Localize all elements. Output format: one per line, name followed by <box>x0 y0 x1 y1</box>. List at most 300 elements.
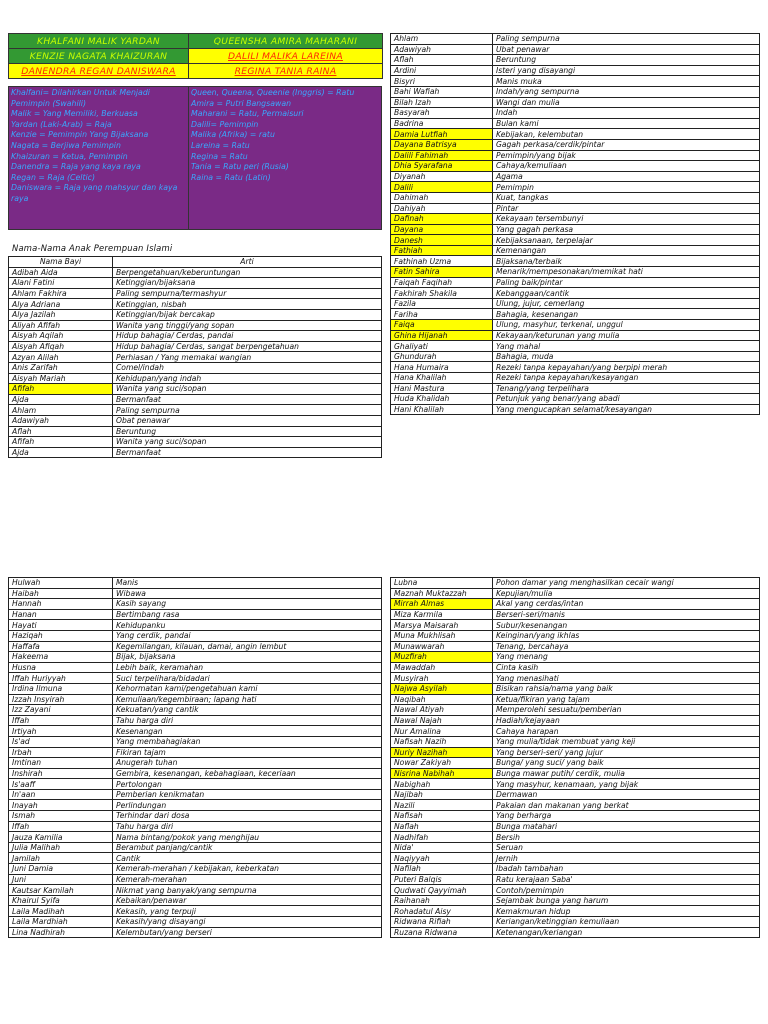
table-row <box>391 895 760 906</box>
meaning-cell: Yang menasihati <box>493 673 760 684</box>
name-cell: Aisyah Afiqah <box>9 341 113 352</box>
name-cell: Fazila <box>391 298 493 309</box>
name-cell: Dahiyah <box>391 203 493 214</box>
name-cell: Maznah Muktazzah <box>391 588 493 599</box>
table-row <box>9 641 382 652</box>
name-cell: Bahi Wafiah <box>391 86 493 97</box>
meaning-cell: Wangi dan mulia <box>493 97 760 108</box>
table-row <box>391 811 760 822</box>
table-row <box>9 917 382 928</box>
meaning-cell: Anugerah tuhan <box>113 758 382 769</box>
name-cell: Adibah Aida <box>9 267 113 278</box>
meaning-cell: Pemimpin <box>493 182 760 193</box>
name-cell: Qudwati Qayyimah <box>391 885 493 896</box>
name-cell: Iffah Huriyyah <box>9 673 113 684</box>
meaning-cell: Pakaian dan makanan yang berkat <box>493 800 760 811</box>
name-cell: Hanan <box>9 609 113 620</box>
meaning-cell: Kehidupanku <box>113 620 382 631</box>
table-row <box>9 588 382 599</box>
table-row <box>391 705 760 716</box>
name-cell: Hannah <box>9 599 113 610</box>
name-cell: Iffah <box>9 715 113 726</box>
name-cell: Haibah <box>9 588 113 599</box>
name-cell: Nawal Najah <box>391 715 493 726</box>
meaning-cell: Memperolehi sesuatu/pemberian <box>493 705 760 716</box>
meaning-cell: Contoh/pemimpin <box>493 885 760 896</box>
name-cell: Ghina Hijanah <box>391 330 493 341</box>
meaning-cell: Hadiah/kejayaan <box>493 715 760 726</box>
name-cell: Fatin Sahira <box>391 267 493 278</box>
table-row <box>391 256 760 267</box>
name-cell: Hayati <box>9 620 113 631</box>
table-row <box>9 885 382 896</box>
name-cell: Basyarah <box>391 108 493 119</box>
meaning-cell: Perhiasan / Yang memakai wangian <box>113 352 382 363</box>
meaning-line: Dalili= Pemimpin <box>191 119 259 129</box>
table-row <box>391 694 760 705</box>
meaning-cell: Ratu kerajaan Saba' <box>493 874 760 885</box>
table-row <box>391 821 760 832</box>
name-cell: Nawal Atiyah <box>391 705 493 716</box>
names-table-c <box>8 577 382 938</box>
table-row <box>391 599 760 610</box>
table-row <box>391 351 760 362</box>
name-cell: Aflah <box>9 426 113 437</box>
meaning-cell: Jernih <box>493 853 760 864</box>
name-cell: Najwa Asyilah <box>391 683 493 694</box>
meaning-cell: Paling baik/pintar <box>493 277 760 288</box>
table-row <box>391 55 760 66</box>
table-row <box>391 620 760 631</box>
name-cell: Hakeema <box>9 652 113 663</box>
name-cell: Nazili <box>391 800 493 811</box>
name-cell: Adawiyah <box>391 44 493 55</box>
name-cell: Ahlam <box>9 405 113 416</box>
meaning-cell: Bahagia, muda <box>493 351 760 362</box>
table-row <box>9 352 382 363</box>
meanings-left-column <box>11 88 189 205</box>
table-row <box>9 789 382 800</box>
name-cell: Juni <box>9 874 113 885</box>
table-row <box>391 404 760 415</box>
table-row <box>9 320 382 331</box>
table-row <box>9 673 382 684</box>
table-row <box>9 384 382 395</box>
name-cell: Nafisah Nazih <box>391 736 493 747</box>
meaning-cell: Terhindar dari dosa <box>113 811 382 822</box>
meaning-cell: Bermanfaat <box>113 447 382 458</box>
meaning-cell: Cantik <box>113 853 382 864</box>
table-row <box>391 736 760 747</box>
table-row <box>9 736 382 747</box>
meaning-line: Nagata = Berjiwa Pemimpin <box>11 140 121 150</box>
table-row <box>391 630 760 641</box>
table-row <box>9 426 382 437</box>
name-cell: Najibah <box>391 789 493 800</box>
name-cell: Juni Damia <box>9 864 113 875</box>
meaning-cell: Wibawa <box>113 588 382 599</box>
table-row <box>9 705 382 716</box>
meaning-cell: Kekasih/yang disayangi <box>113 917 382 928</box>
name-cell: Damia Lutfiah <box>391 129 493 140</box>
meaning-line: Amira = Putri Bangsawan <box>191 98 292 108</box>
meaning-cell: Bersih <box>493 832 760 843</box>
meaning-cell: Kemerah-merahan / kebijakan, keberkatan <box>113 864 382 875</box>
meaning-cell: Bijaksana/terbaik <box>493 256 760 267</box>
name-cell: Jauza Kamilia <box>9 832 113 843</box>
table-row <box>9 842 382 853</box>
name-cell: Faiqa <box>391 320 493 331</box>
meaning-cell: Isteri yang disayangi <box>493 65 760 76</box>
name-cell: Nafilah <box>391 864 493 875</box>
name-cell: Hulwah <box>9 578 113 589</box>
meaning-cell: Wanita yang suci/sopan <box>113 437 382 448</box>
meaning-cell: Nikmat yang banyak/yang sempurna <box>113 885 382 896</box>
name-cell: Aisyah Aqilah <box>9 331 113 342</box>
name-cell: Alya Adriana <box>9 299 113 310</box>
name-cell: Fathinah Uzma <box>391 256 493 267</box>
table-row <box>9 906 382 917</box>
name-cell: Azyan Alilah <box>9 352 113 363</box>
table-row <box>9 821 382 832</box>
name-cell: Dalili Fahimah <box>391 150 493 161</box>
name-grid-cell: KHALFANI MALIK YARDAN <box>9 34 189 49</box>
table-row <box>9 768 382 779</box>
name-cell: Husna <box>9 662 113 673</box>
table-row <box>391 65 760 76</box>
meaning-line: Kenzie = Pemimpin Yang Bijaksana <box>11 130 149 140</box>
meaning-cell: Berambut panjang/cantik <box>113 842 382 853</box>
table-row <box>391 758 760 769</box>
meaning-cell: Kebanggaan/cantik <box>493 288 760 299</box>
meaning-cell: Indah/yang sempurna <box>493 86 760 97</box>
name-cell: Dalili <box>391 182 493 193</box>
meaning-cell: Yang membahagiakan <box>113 736 382 747</box>
name-grid-cell: DALILI MALIKA LAREINA <box>189 49 383 64</box>
meaning-cell: Fikiran tajam <box>113 747 382 758</box>
meaning-cell: Ibadah tambahan <box>493 864 760 875</box>
meaning-cell: Paling sempurna/termashyur <box>113 288 382 299</box>
name-cell: Aliyah Afifah <box>9 320 113 331</box>
name-cell: Danesh <box>391 235 493 246</box>
table-row <box>9 927 382 938</box>
name-cell: Rohadatul Aisy <box>391 906 493 917</box>
meaning-line: Malik = Yang Memiliki, Berkuasa <box>11 109 138 119</box>
table-row <box>391 874 760 885</box>
meaning-cell: Ketenangan/keriangan <box>493 927 760 938</box>
meaning-cell: Seruan <box>493 842 760 853</box>
table-row <box>9 437 382 448</box>
name-cell: Dahimah <box>391 192 493 203</box>
table-row <box>391 715 760 726</box>
table-row <box>9 394 382 405</box>
meaning-cell: Petunjuk yang benar/yang abadi <box>493 394 760 405</box>
meaning-line: Regan = Raja (Celtic) <box>11 172 95 182</box>
meaning-cell: Berseri-seri/manis <box>493 609 760 620</box>
table-row <box>391 277 760 288</box>
name-grid-cell: DANENDRA REGAN DANISWARA <box>9 64 189 79</box>
table-row <box>391 726 760 737</box>
table-row <box>391 800 760 811</box>
table-row <box>9 609 382 620</box>
meaning-cell: Manis <box>113 578 382 589</box>
meaning-cell: Kekasih, yang terpuji <box>113 906 382 917</box>
meaning-cell: Suci terpelihara/bidadari <box>113 673 382 684</box>
name-cell: Aisyah Mariah <box>9 373 113 384</box>
name-cell: Mawaddah <box>391 662 493 673</box>
name-cell: Ajda <box>9 394 113 405</box>
table-row <box>9 715 382 726</box>
meaning-cell: Bijak, bijaksana <box>113 652 382 663</box>
meaning-cell: Yang menang <box>493 652 760 663</box>
table-row <box>9 331 382 342</box>
name-cell: Julia Malihah <box>9 842 113 853</box>
meaning-cell: Beruntung <box>113 426 382 437</box>
meaning-cell: Ketinggian/bijaksana <box>113 278 382 289</box>
meaning-line: Malika (Afrika) = ratu <box>191 130 275 140</box>
name-cell: Afifah <box>9 384 113 395</box>
table-row <box>391 853 760 864</box>
name-cell: Lubna <box>391 578 493 589</box>
table-row <box>9 779 382 790</box>
name-cell: Dayana <box>391 224 493 235</box>
table-row <box>9 662 382 673</box>
meaning-cell: Kemuliaan/kegembiraan; lapang hati <box>113 694 382 705</box>
name-cell: Ajda <box>9 447 113 458</box>
meaning-cell: Agama <box>493 171 760 182</box>
table-row <box>9 373 382 384</box>
name-cell: Huda Khalidah <box>391 394 493 405</box>
meaning-cell: Subur/kesenangan <box>493 620 760 631</box>
meaning-line: Danendra = Raja yang kaya raya <box>11 162 141 172</box>
meaning-cell: Pertolongan <box>113 779 382 790</box>
table-row <box>391 86 760 97</box>
meaning-cell: Yang mengucapkan selamat/kesayangan <box>493 404 760 415</box>
name-cell: Munawwarah <box>391 641 493 652</box>
name-cell: Is'aaff <box>9 779 113 790</box>
meaning-cell: Tenang, bercahaya <box>493 641 760 652</box>
name-cell: Nur Amalina <box>391 726 493 737</box>
table-row <box>9 694 382 705</box>
name-cell: Bisyri <box>391 76 493 87</box>
meaning-cell: Kebijakan, kelembutan <box>493 129 760 140</box>
name-cell: Inshirah <box>9 768 113 779</box>
table-row <box>391 118 760 129</box>
meaning-cell: Yang masyhur, kenamaan, yang bijak <box>493 779 760 790</box>
meaning-cell: Keinginan/yang ikhlas <box>493 630 760 641</box>
name-cell: Irtiyah <box>9 726 113 737</box>
table-row <box>391 683 760 694</box>
table-row <box>391 789 760 800</box>
name-cell: Marsya Maisarah <box>391 620 493 631</box>
meaning-cell: Bermanfaat <box>113 394 382 405</box>
name-cell: Nafisah <box>391 811 493 822</box>
table-row <box>391 330 760 341</box>
name-cell: Naqiyyah <box>391 853 493 864</box>
table-row <box>9 415 382 426</box>
name-cell: Fariha <box>391 309 493 320</box>
table-row <box>9 800 382 811</box>
name-grid-row <box>9 34 383 49</box>
name-cell: Dafinah <box>391 214 493 225</box>
table-row <box>391 288 760 299</box>
meaning-cell: Pintar <box>493 203 760 214</box>
name-cell: Naflah <box>391 821 493 832</box>
meaning-cell: Paling sempurna <box>493 34 760 45</box>
meaning-cell: Hidup bahagia/ Cerdas, sangat berpengetahuan <box>113 341 382 352</box>
table-row <box>9 299 382 310</box>
meaning-cell: Bisikan rahsia/nama yang baik <box>493 683 760 694</box>
meaning-cell: Lebih baik, keramahan <box>113 662 382 673</box>
table-row <box>391 34 760 45</box>
table-row <box>391 747 760 758</box>
table-row <box>391 245 760 256</box>
meaning-cell: Bunga/ yang suci/ yang baik <box>493 758 760 769</box>
meaning-cell: Sejambak bunga yang harum <box>493 895 760 906</box>
name-cell: Irbah <box>9 747 113 758</box>
table-row <box>391 768 760 779</box>
name-cell: Fakhirah Shakila <box>391 288 493 299</box>
meaning-cell: Kemakmuran hidup <box>493 906 760 917</box>
table-row <box>391 927 760 938</box>
name-cell: Ghaliyati <box>391 341 493 352</box>
meaning-cell: Tahu harga diri <box>113 821 382 832</box>
meaning-cell: Tahu harga diri <box>113 715 382 726</box>
name-cell: Izzah Insyirah <box>9 694 113 705</box>
table-row <box>391 578 760 589</box>
meaning-cell: Ubat penawar <box>493 44 760 55</box>
meaning-cell: Obat penawar <box>113 415 382 426</box>
meaning-cell: Kepujian/mulia <box>493 588 760 599</box>
name-cell: Nowar Zakiyah <box>391 758 493 769</box>
name-cell: Dayana Batrisya <box>391 139 493 150</box>
table-row <box>391 609 760 620</box>
meaning-line: Maharani = Ratu, Permaisuri <box>191 109 304 119</box>
name-cell: Haffafa <box>9 641 113 652</box>
meaning-cell: Menarik/mempesonakan/memikat hati <box>493 267 760 278</box>
name-cell: Ruzana Ridwana <box>391 927 493 938</box>
meaning-cell: Rezeki tanpa kepayahan/kesayangan <box>493 373 760 384</box>
table-row <box>391 298 760 309</box>
meaning-cell: Kebaikan/penawar <box>113 895 382 906</box>
name-cell: Hani Khalilah <box>391 404 493 415</box>
meaning-cell: Bunga mawar putih/ cerdik, mulia <box>493 768 760 779</box>
meaning-line: Lareina = Ratu <box>191 140 250 150</box>
name-cell: Alya Jazilah <box>9 309 113 320</box>
meaning-cell: Pohon damar yang menghasilkan cecair wangi <box>493 578 760 589</box>
meaning-line: Raina = Ratu (Latin) <box>191 172 271 182</box>
table-row <box>391 885 760 896</box>
name-cell: Ismah <box>9 811 113 822</box>
meaning-cell: Kehormatan kami/pengetahuan kami <box>113 683 382 694</box>
table-row <box>391 214 760 225</box>
table-row <box>391 341 760 352</box>
name-cell: Dhia Syarafana <box>391 161 493 172</box>
table-row <box>9 267 382 278</box>
meaning-cell: Hidup bahagia/ Cerdas, pandai <box>113 331 382 342</box>
meaning-cell: Ketua/fikiran yang tajam <box>493 694 760 705</box>
meaning-cell: Paling sempurna <box>113 405 382 416</box>
meaning-cell: Wanita yang suci/sopan <box>113 384 382 395</box>
meaning-cell: Indah <box>493 108 760 119</box>
table-row <box>9 405 382 416</box>
meaning-cell: Kelembutan/yang berseri <box>113 927 382 938</box>
table-row <box>9 362 382 373</box>
meaning-cell: Dermawan <box>493 789 760 800</box>
name-cell: Imtinan <box>9 758 113 769</box>
table-row <box>391 652 760 663</box>
header-nama-bayi: Nama Bayi <box>9 257 113 268</box>
table-row <box>391 161 760 172</box>
name-cell: Haziqah <box>9 630 113 641</box>
name-grid-cell: KENZIE NAGATA KHAIZURAN <box>9 49 189 64</box>
meaning-line: Yardan (Laki-Arab) = Raja <box>11 119 112 129</box>
name-cell: Laila Madihah <box>9 906 113 917</box>
table-row <box>9 874 382 885</box>
meaning-cell: Kekuatan/yang cantik <box>113 705 382 716</box>
table-row <box>9 278 382 289</box>
meaning-cell: Manis muka <box>493 76 760 87</box>
name-cell: Puteri Balqis <box>391 874 493 885</box>
meaning-cell: Rezeki tanpa kepayahan/yang berpipi merah <box>493 362 760 373</box>
name-cell: Is'ad <box>9 736 113 747</box>
meaning-cell: Yang mahal <box>493 341 760 352</box>
meaning-cell: Bahagia, kesenangan <box>493 309 760 320</box>
meaning-cell: Cinta kasih <box>493 662 760 673</box>
table-row <box>391 150 760 161</box>
table-row <box>9 599 382 610</box>
name-cell: Muzfirah <box>391 652 493 663</box>
meaning-cell: Yang mulia/tidak membuat yang keji <box>493 736 760 747</box>
names-table-b <box>390 33 760 415</box>
table-row <box>391 373 760 384</box>
name-cell: Fathiah <box>391 245 493 256</box>
table-row <box>9 895 382 906</box>
meaning-cell: Berpengetahuan/keberuntungan <box>113 267 382 278</box>
table-row <box>391 97 760 108</box>
name-cell: Inayah <box>9 800 113 811</box>
meaning-line: Queen, Queena, Queenie (Inggris) = Ratu <box>191 88 355 97</box>
name-grid-row <box>9 64 383 79</box>
meaning-cell: Perlindungan <box>113 800 382 811</box>
name-cell: Diyanah <box>391 171 493 182</box>
table-row <box>391 203 760 214</box>
table-row <box>391 906 760 917</box>
table-row <box>9 864 382 875</box>
name-cell: Izz Zayani <box>9 705 113 716</box>
meaning-cell: Cahaya harapan <box>493 726 760 737</box>
table-row <box>391 320 760 331</box>
name-cell: Afifah <box>9 437 113 448</box>
name-cell: Aflah <box>391 55 493 66</box>
table-row <box>391 673 760 684</box>
table-row <box>391 44 760 55</box>
name-cell: Jamilah <box>9 853 113 864</box>
meaning-cell: Kekayaan tersembunyi <box>493 214 760 225</box>
table-caption: Nama-Nama Anak Perempuan Islami <box>12 243 173 253</box>
table-row <box>391 224 760 235</box>
name-cell: Nida' <box>391 842 493 853</box>
header-arti: Arti <box>113 257 382 268</box>
name-cell: Musyirah <box>391 673 493 684</box>
name-cell: Nadhifah <box>391 832 493 843</box>
meaning-cell: Yang berharga <box>493 811 760 822</box>
table-row <box>9 747 382 758</box>
table-row <box>391 76 760 87</box>
table-row <box>391 864 760 875</box>
name-grid-row <box>9 49 383 64</box>
table-row <box>9 832 382 843</box>
